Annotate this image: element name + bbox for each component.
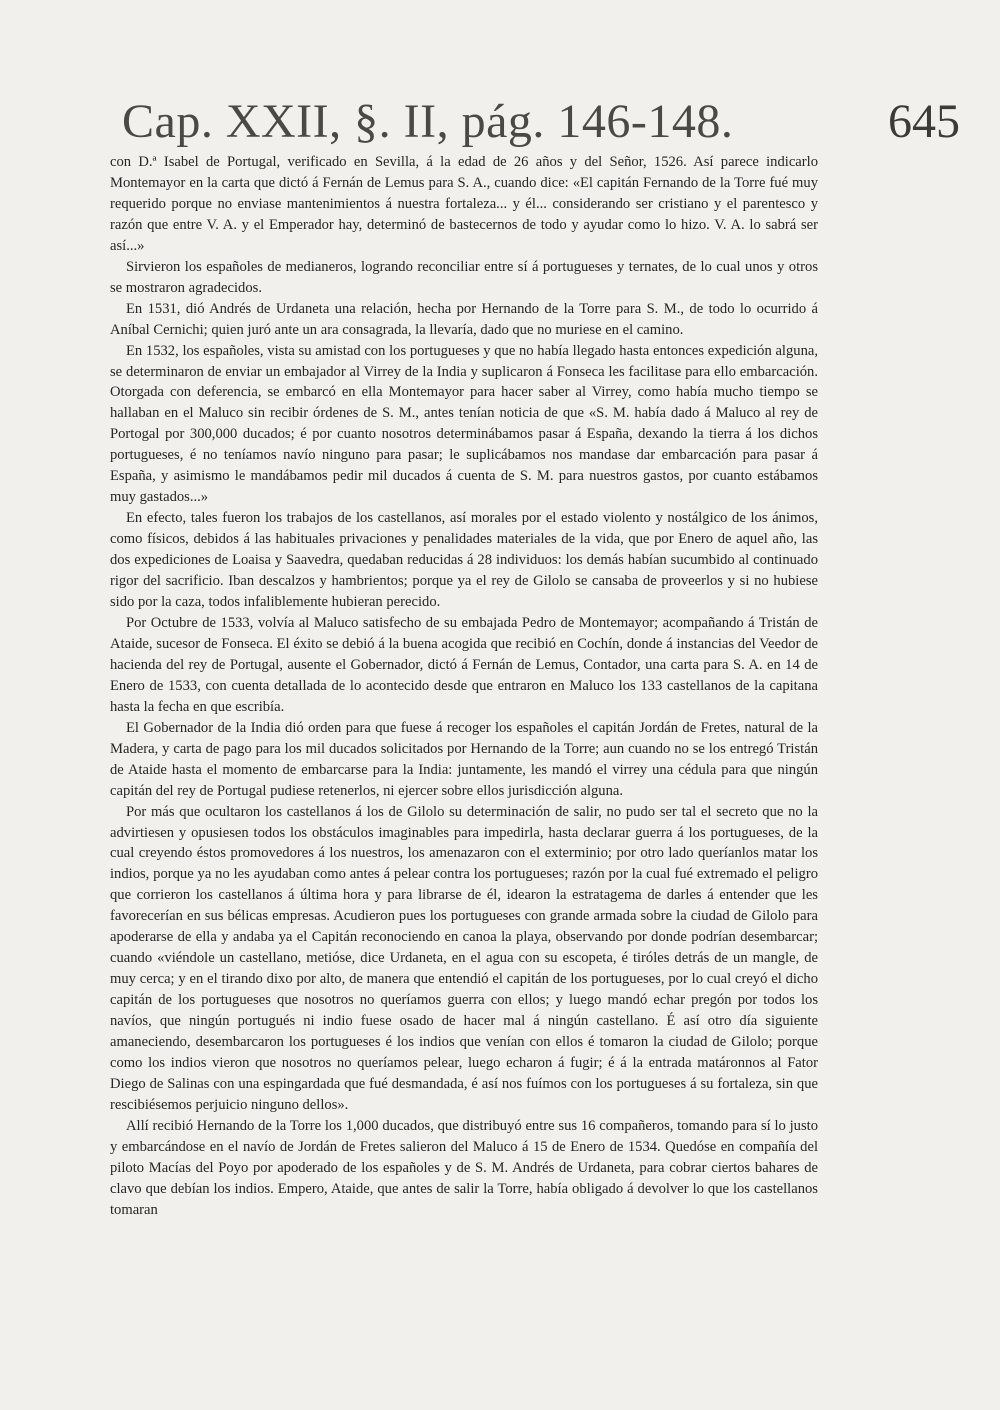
body-text [110,152,818,1221]
paragraph: En efecto, tales fueron los trabajos de los castellanos, así morales por el estado violento y nostálgico de los ánimos, como físicos, debidos á las habituales privaciones y penalidades materiales de la vida, que por Enero de aquel año, las dos expediciones de Loaisa y Saavedra, quedaban reducidas á 28 individuos: los demás habían sucumbido al continuado rigor del sacrificio. Iban descalzos y hambrientos; porque ya el rey de Gilolo se cansaba de proveerlos y si no hubiese sido por la caza, todos infaliblemente hubieran perecido. [110,510,818,611]
page-number: 645 [888,95,960,148]
paragraph: Allí recibió Hernando de la Torre los 1,000 ducados, que distribuyó entre sus 16 compañeros, tomando para sí lo justo y embarcándose en el navío de Jordán de Fretes salieron del Maluco á 15 de Enero de 1534. Quedóse en compañía del piloto Macías del Poyo por apoderado de los españoles y de S. M. Andrés de Urdaneta, para cobrar ciertos bahares de clavo que debían los indios. Empero, Ataide, que antes de salir la Torre, había obligado á devolver lo que los castellanos tomaran [110,1117,818,1218]
paragraph: Sirvieron los españoles de medianeros, logrando reconciliar entre sí á portugueses y ternates, de lo cual unos y otros se mostraron agradecidos. [110,258,818,296]
paragraph: En 1531, dió Andrés de Urdaneta una relación, hecha por Hernando de la Torre para S. M., de todo lo ocurrido á Aníbal Cernichi; quien juró ante un ara consagrada, la llevaría, dado que no muriese en el camino. [110,300,818,338]
running-head: Cap. XXII, §. II, pág. 146-148. [122,95,734,148]
paragraph: El Gobernador de la India dió orden para que fuese á recoger los españoles el capitán Jordán de Fretes, natural de la Madera, y carta de pago para los mil ducados solicitados por Hernando de la Torre; aun cuando no se los entregó Tristán de Ataide hasta el momento de embarcarse para la India: juntamente, les mandó el virrey una cédula para que ningún capitán del rey de Portugal pudiese retenerlos, ni ejercer sobre ellos jurisdicción alguna. [110,719,818,799]
paragraph: con D.ª Isabel de Portugal, verificado en Sevilla, á la edad de 26 años y del Señor, 1526. Así parece indicarlo Montemayor en la carta que dictó á Fernán de Lemus para S. A., cuando dice: «El capitán Fernando de la Torre fué muy requerido porque no enviase mantenimientos á nuestra fortaleza... y él... considerando ser cristiano y el parentesco y razón que entre V. A. y el Emperador hay, determinó de bastecernos de todo y ayudar como lo hizo. V. A. lo sabrá ser así...» [110,154,818,254]
paragraph: Por más que ocultaron los castellanos á los de Gilolo su determinación de salir, no pudo ser tal el secreto que no la advirtiesen y opusiesen todos los obstáculos imaginables para impedirla, hasta declarar guerra á los portugueses, de la cual creyendo éstos promovedores á los nuestros, los amenazaron con el exterminio; por otro lado queríanlos matar los indios, porque ya no les ayudaban como antes á pelear contra los portugueses; razón por la cual fué extremado el peligro que corrieron los castellanos á última hora y para librarse de él, idearon la estratagema de darles á entender que les favorecerían en sus bélicas empresas. Acudieron pues los portugueses con grande armada sobre la ciudad de Gilolo para apoderarse de ella y andaba ya el Capitán reconociendo en canoa la playa, observando por donde podrían desembarcar; cuando «viéndole un castellano, metióse, dice Urdaneta, en el agua con su escopeta, é tiróles detrás de un mangle, de muy cerca; y en el tirando dixo por alto, de manera que entendió el capitán de los portugueses, por lo cual creyó el dicho capitán de los portugueses que nosotros no queríamos guerra con ellos; y luego mandó echar pregón por todos los navíos, que ningún portugués ni indio fuese osado de hacer mal á ningún castellano. É así otro día siguiente amaneciendo, desembarcaron los portugueses é los indios que venían con ellos é tomaron la ciudad de Gilolo; porque como los indios vieron que nosotros no queríamos pelear, luego echaron á fugir; é á la entrada matáronnos al Fator Diego de Salinas con una espingardada que fué desmandada, é así nos fuímos con los portugueses á su fortaleza, sin que rescibiésemos perjuicio ninguno dellos». [110,803,818,1113]
paragraph: En 1532, los españoles, vista su amistad con los portugueses y que no había llegado hasta entonces expedición alguna, se determinaron de enviar un embajador al Virrey de la India y suplicaron á Fonseca les facilitase para ello embarcación. Otorgada con deferencia, se embarcó en ella Montemayor para hacer saber al Virrey, como había mucho tiempo se hallaban en el Maluco sin recibir órdenes de S. M., antes tenían noticia de que «S. M. había dado á Maluco al rey de Portogal por 300,000 ducados; é por cuanto nosotros determinábamos pasar á España, dexando la tierra á los dichos portugueses, é no teníamos navío ninguno para pasar; le suplicábamos nos mandase dar embarcación para pasar á España, y asimismo le mandábamos pedir mil ducados á cuenta de S. M. para nuestros gastos, por cuanto estábamos muy gastados...» [110,342,818,506]
paragraph: Por Octubre de 1533, volvía al Maluco satisfecho de su embajada Pedro de Montemayor; acompañando á Tristán de Ataide, sucesor de Fonseca. El éxito se debió á la buena acogida que recibió en Cochín, donde á instancias del Veedor de hacienda del rey de Portugal, ausente el Gobernador, dictó á Fernán de Lemus, Contador, una carta para S. A. en 14 de Enero de 1533, con cuenta detallada de lo acontecido desde que entraron en Maluco los 133 castellanos de la capitana hasta la fecha en que escribía. [110,614,818,715]
